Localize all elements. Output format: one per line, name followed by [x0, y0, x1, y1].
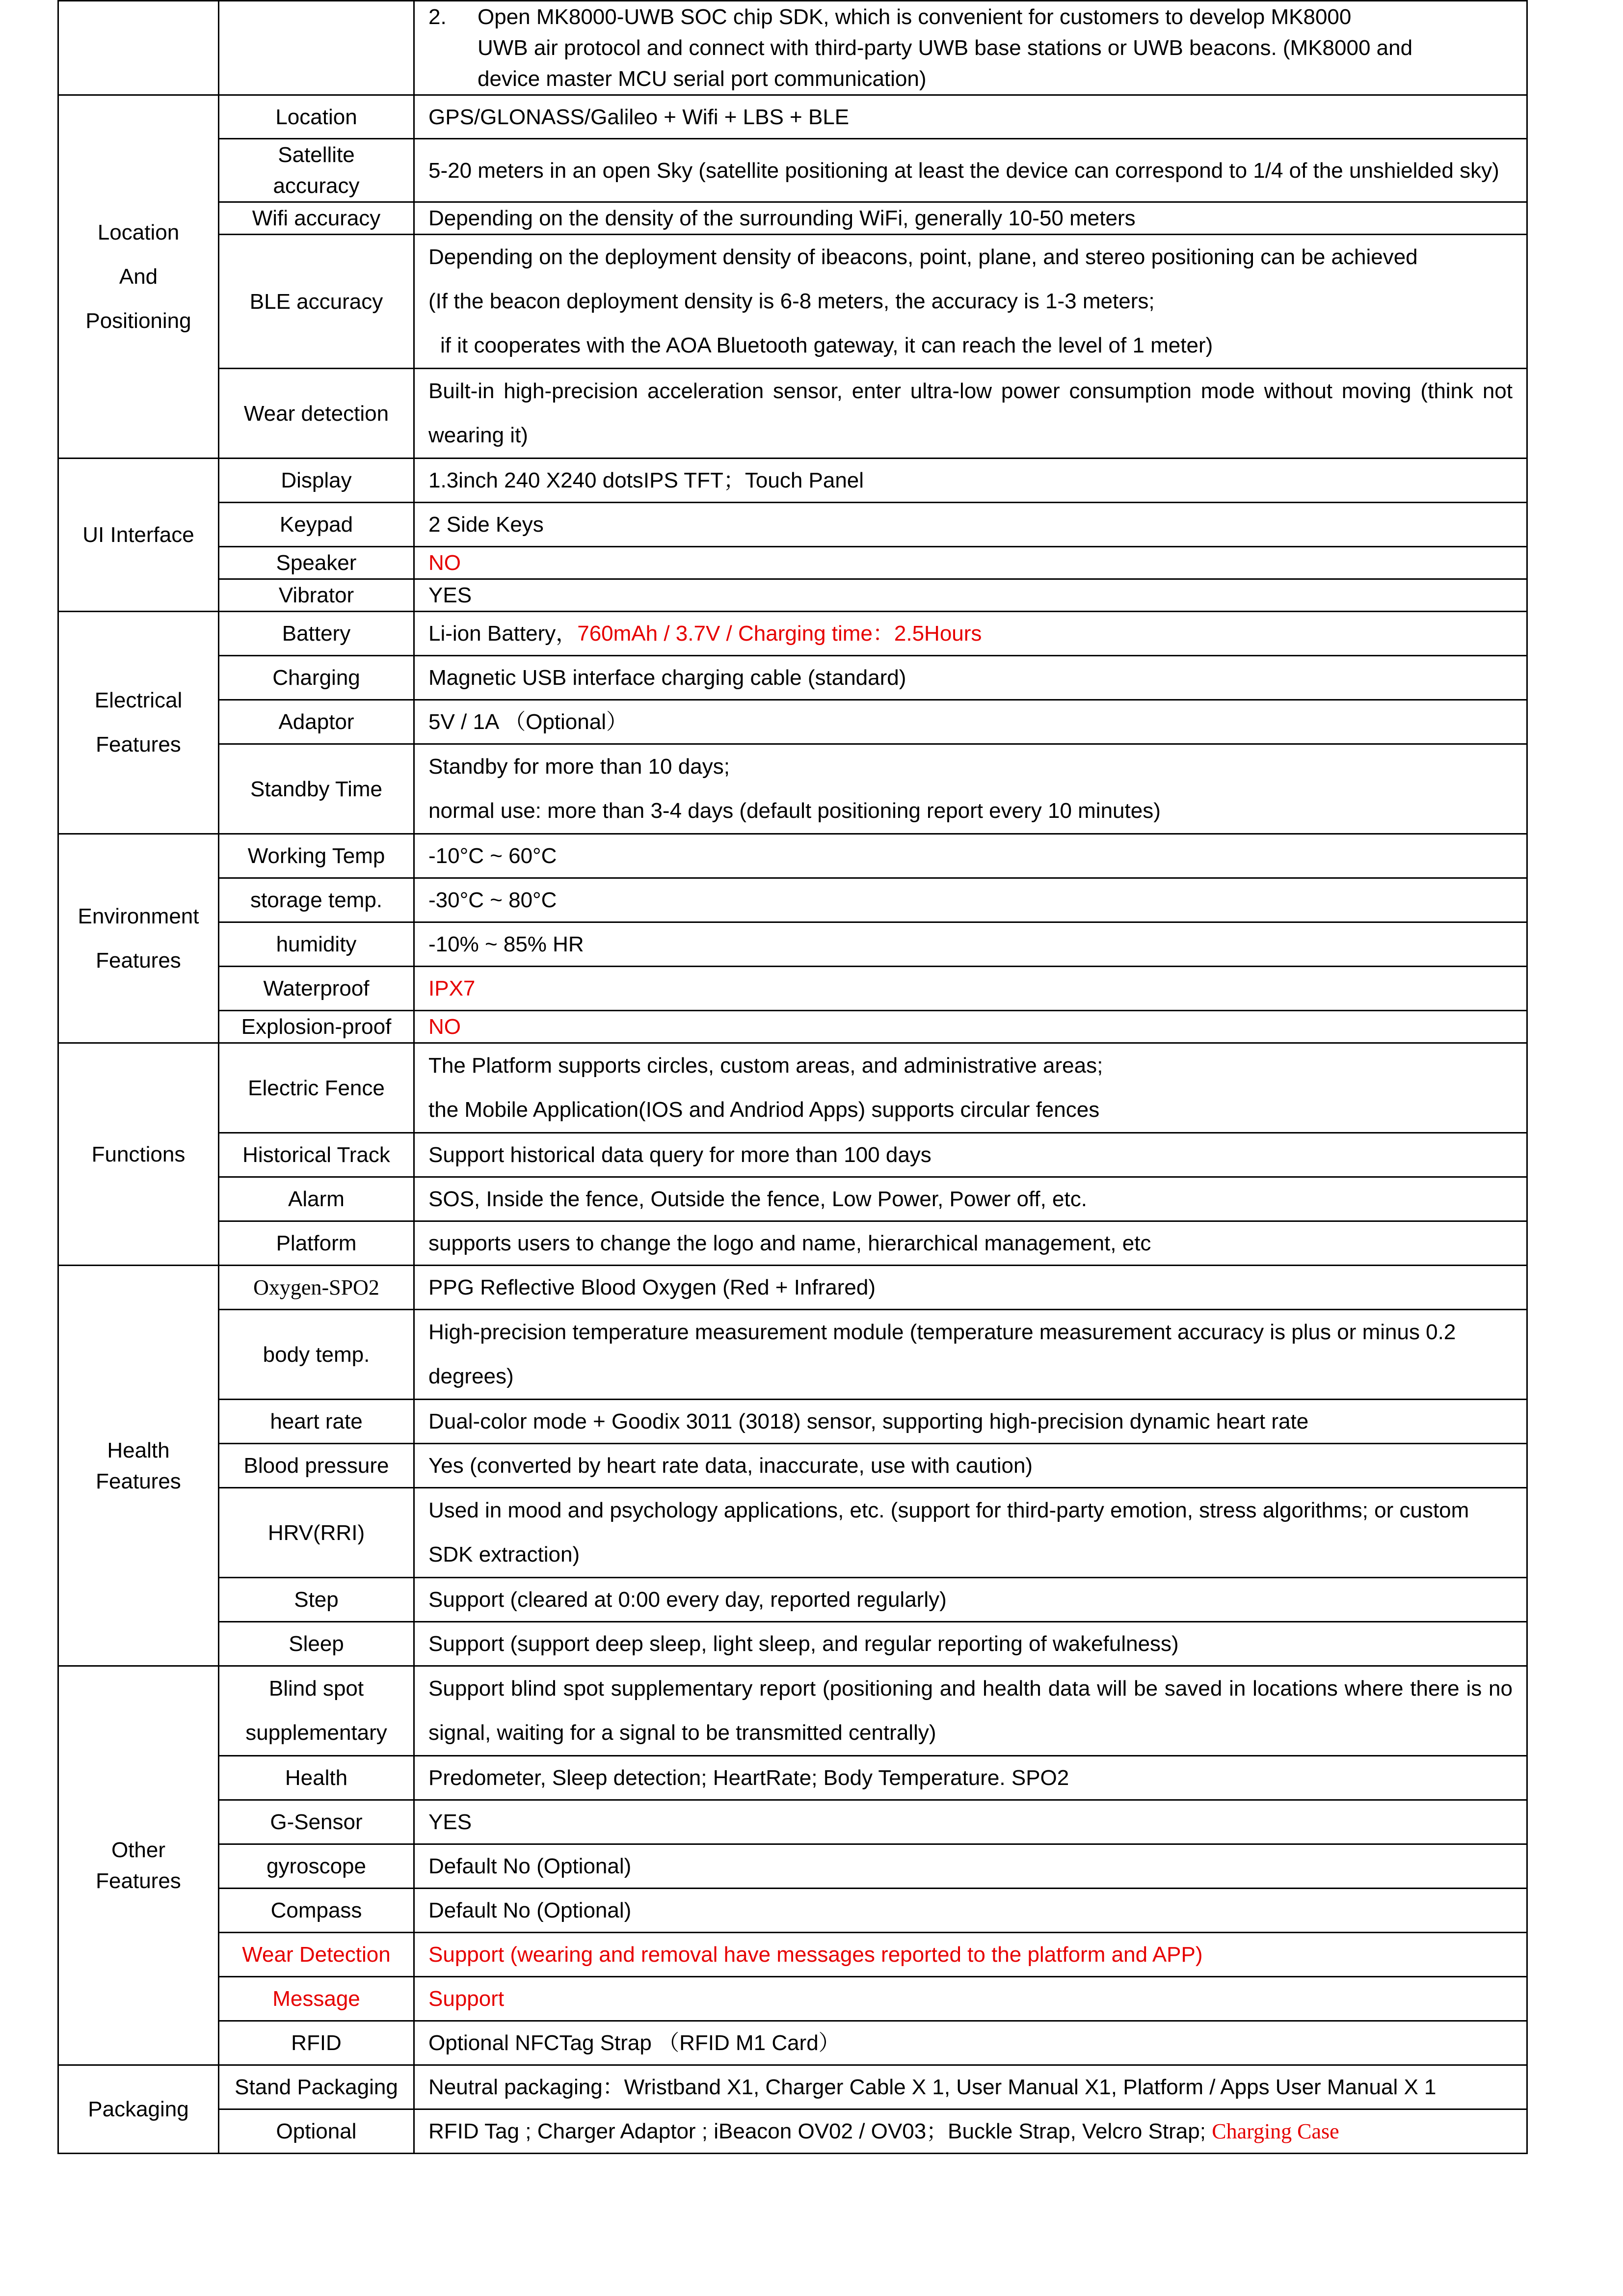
category-location-positioning: Location And Positioning — [58, 95, 219, 459]
spec-value: Depending on the deployment density of ibeacons, point, plane, and stereo positioning can be achieved (If the beacon deployment density is 6-8 meters, the accuracy is 1-3 meters; if it cooperates with the AOA Bluetooth gateway, it can reach the level of 1 meter) — [414, 235, 1527, 369]
note-line: Open MK8000-UWB SOC chip SDK, which is convenient for customers to develop MK8000 — [478, 5, 1352, 29]
table-row — [58, 967, 1527, 1011]
empty-cell — [219, 1, 414, 95]
spec-value: Optional NFCTag Strap （RFID M1 Card） — [414, 2021, 1527, 2065]
table-row — [58, 1844, 1527, 1889]
spec-value: Support (support deep sleep, light sleep, and regular reporting of wakefulness) — [414, 1622, 1527, 1666]
spec-label: Oxygen-SPO2 — [219, 1266, 414, 1310]
spec-value: -30°C ~ 80°C — [414, 878, 1527, 922]
spec-value: 1.3inch 240 X240 dotsIPS TFT；Touch Panel — [414, 459, 1527, 503]
spec-label: Electric Fence — [219, 1043, 414, 1133]
table-row — [58, 1133, 1527, 1177]
spec-label: Alarm — [219, 1177, 414, 1221]
spec-label: HRV(RRI) — [219, 1488, 414, 1578]
spec-value: 5-20 meters in an open Sky (satellite positioning at least the device can correspond to 1/4 of the unshielded sky) — [414, 139, 1527, 202]
table-row — [58, 579, 1527, 612]
spec-value: Used in mood and psychology applications, etc. (support for third-party emotion, stress algorithms; or custom SDK extraction) — [414, 1488, 1527, 1578]
category-health: Health Features — [58, 1266, 219, 1666]
spec-label: Keypad — [219, 503, 414, 547]
spec-table — [57, 0, 1528, 2154]
spec-label: Optional — [219, 2109, 414, 2154]
spec-label: Display — [219, 459, 414, 503]
spec-value: Standby for more than 10 days; normal use: more than 3-4 days (default positioning report every 10 minutes) — [414, 744, 1527, 834]
table-row — [58, 1889, 1527, 1933]
spec-label: Wear Detection — [219, 1933, 414, 1977]
table-row — [58, 503, 1527, 547]
spec-value: SOS, Inside the fence, Outside the fence, Low Power, Power off, etc. — [414, 1177, 1527, 1221]
spec-label: Speaker — [219, 547, 414, 579]
category-electrical: Electrical Features — [58, 612, 219, 834]
spec-label: Platform — [219, 1221, 414, 1266]
table-row — [58, 202, 1527, 235]
table-row — [58, 656, 1527, 700]
spec-value: Support blind spot supplementary report (positioning and health data will be saved in locations where there is no signal, waiting for a signal to be transmitted centrally) — [414, 1666, 1527, 1756]
table-row — [58, 744, 1527, 834]
spec-label: heart rate — [219, 1400, 414, 1444]
spec-value: 5V / 1A （Optional） — [414, 700, 1527, 744]
spec-value: High-precision temperature measurement module (temperature measurement accuracy is plus or minus 0.2 degrees) — [414, 1310, 1527, 1400]
note-number: 2. — [428, 5, 447, 29]
table-row — [58, 1578, 1527, 1622]
spec-value: PPG Reflective Blood Oxygen (Red + Infrared) — [414, 1266, 1527, 1310]
table-row — [58, 459, 1527, 503]
spec-label: Location — [219, 95, 414, 139]
spec-label: Blood pressure — [219, 1444, 414, 1488]
spec-label: Standby Time — [219, 744, 414, 834]
table-row — [58, 2065, 1527, 2109]
table-row — [58, 1488, 1527, 1578]
spec-value: Support — [414, 1977, 1527, 2021]
spec-label: Satellite accuracy — [219, 139, 414, 202]
spec-label: body temp. — [219, 1310, 414, 1400]
category-packaging: Packaging — [58, 2065, 219, 2154]
spec-value: Predometer, Sleep detection; HeartRate; Body Temperature. SPO2 — [414, 1756, 1527, 1800]
table-row — [58, 1043, 1527, 1133]
spec-value: Default No (Optional) — [414, 1889, 1527, 1933]
spec-value: -10% ~ 85% HR — [414, 922, 1527, 967]
spec-value: Support (wearing and removal have messages reported to the platform and APP) — [414, 1933, 1527, 1977]
spec-label: G-Sensor — [219, 1800, 414, 1844]
table-row — [58, 1177, 1527, 1221]
table-row — [58, 1933, 1527, 1977]
spec-label: Vibrator — [219, 579, 414, 612]
table-row — [58, 2109, 1527, 2154]
spec-value: 2 Side Keys — [414, 503, 1527, 547]
empty-cell — [58, 1, 219, 95]
note-line: UWB air protocol and connect with third-party UWB base stations or UWB beacons. (MK8000 and — [478, 36, 1413, 60]
table-row — [58, 1756, 1527, 1800]
spec-label: Compass — [219, 1889, 414, 1933]
spec-label: Explosion-proof — [219, 1011, 414, 1043]
spec-label: Working Temp — [219, 834, 414, 878]
category-environment: Environment Features — [58, 834, 219, 1043]
table-row — [58, 95, 1527, 139]
spec-label: storage temp. — [219, 878, 414, 922]
spec-label: Waterproof — [219, 967, 414, 1011]
spec-value: YES — [414, 579, 1527, 612]
spec-label: Wear detection — [219, 369, 414, 459]
spec-value: NO — [414, 547, 1527, 579]
table-row — [58, 878, 1527, 922]
spec-value: Built-in high-precision acceleration sensor, enter ultra-low power consumption mode without moving (think not wearing it) — [414, 369, 1527, 459]
spec-value: YES — [414, 1800, 1527, 1844]
spec-value: Default No (Optional) — [414, 1844, 1527, 1889]
spec-value: The Platform supports circles, custom areas, and administrative areas; the Mobile Application(IOS and Andriod Apps) supports circular fences — [414, 1043, 1527, 1133]
spec-value: Support historical data query for more than 100 days — [414, 1133, 1527, 1177]
table-row — [58, 612, 1527, 656]
spec-value: Depending on the density of the surrounding WiFi, generally 10-50 meters — [414, 202, 1527, 235]
spec-label: Battery — [219, 612, 414, 656]
table-row — [58, 1, 1527, 95]
spec-label: humidity — [219, 922, 414, 967]
spec-value: Neutral packaging：Wristband X1, Charger Cable X 1, User Manual X1, Platform / Apps User Manual X 1 — [414, 2065, 1527, 2109]
table-row — [58, 700, 1527, 744]
spec-value: Magnetic USB interface charging cable (standard) — [414, 656, 1527, 700]
spec-value: NO — [414, 1011, 1527, 1043]
table-row — [58, 922, 1527, 967]
spec-label: Sleep — [219, 1622, 414, 1666]
spec-label: Wifi accuracy — [219, 202, 414, 235]
table-row — [58, 834, 1527, 878]
spec-label: BLE accuracy — [219, 235, 414, 369]
spec-label: Blind spot supplementary — [219, 1666, 414, 1756]
spec-value: Support (cleared at 0:00 every day, reported regularly) — [414, 1578, 1527, 1622]
spec-label: Step — [219, 1578, 414, 1622]
table-row — [58, 1400, 1527, 1444]
spec-label: Adaptor — [219, 700, 414, 744]
table-row — [58, 1977, 1527, 2021]
table-row — [58, 1444, 1527, 1488]
spec-value: RFID Tag ; Charger Adaptor ; iBeacon OV02 / OV03；Buckle Strap, Velcro Strap; Charging Case — [414, 2109, 1527, 2154]
table-row — [58, 1310, 1527, 1400]
table-row — [58, 235, 1527, 369]
table-row — [58, 369, 1527, 459]
table-row — [58, 1266, 1527, 1310]
table-row — [58, 1221, 1527, 1266]
table-row — [58, 1666, 1527, 1756]
table-row — [58, 1622, 1527, 1666]
spec-value: Yes (converted by heart rate data, inaccurate, use with caution) — [414, 1444, 1527, 1488]
spec-label: Charging — [219, 656, 414, 700]
table-row — [58, 2021, 1527, 2065]
spec-label: Historical Track — [219, 1133, 414, 1177]
spec-value: supports users to change the logo and name, hierarchical management, etc — [414, 1221, 1527, 1266]
spec-value: Dual-color mode + Goodix 3011 (3018) sensor, supporting high-precision dynamic heart rate — [414, 1400, 1527, 1444]
spec-value: -10°C ~ 60°C — [414, 834, 1527, 878]
table-row — [58, 139, 1527, 202]
spec-value: IPX7 — [414, 967, 1527, 1011]
spec-label: RFID — [219, 2021, 414, 2065]
uwb-sdk-note — [414, 1, 1527, 95]
table-row — [58, 547, 1527, 579]
spec-label: Stand Packaging — [219, 2065, 414, 2109]
spec-label: Health — [219, 1756, 414, 1800]
spec-value: Li-ion Battery，760mAh / 3.7V / Charging time：2.5Hours — [414, 612, 1527, 656]
spec-label: gyroscope — [219, 1844, 414, 1889]
category-other: Other Features — [58, 1666, 219, 2065]
spec-label: Message — [219, 1977, 414, 2021]
spec-value: GPS/GLONASS/Galileo + Wifi + LBS + BLE — [414, 95, 1527, 139]
table-row — [58, 1011, 1527, 1043]
note-line: device master MCU serial port communication) — [478, 67, 927, 91]
category-functions: Functions — [58, 1043, 219, 1266]
table-row — [58, 1800, 1527, 1844]
category-ui-interface: UI Interface — [58, 459, 219, 612]
